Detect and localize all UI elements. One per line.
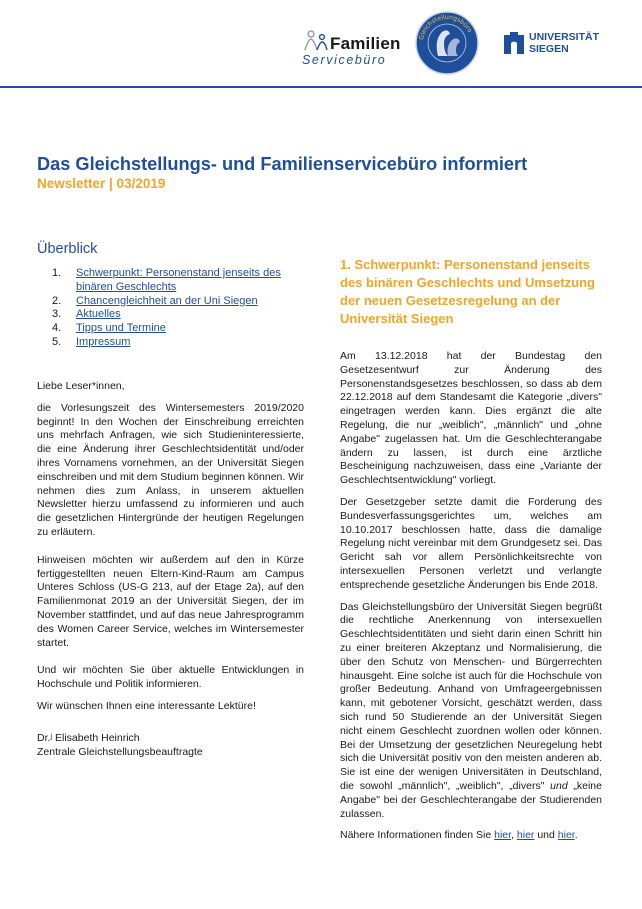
toc-item: 1. Schwerpunkt: Personenstand jenseits des binären Geschlechts — [52, 267, 304, 295]
info-link-1[interactable]: hier — [494, 829, 512, 842]
familien-servicebuero-logo[interactable] — [300, 28, 404, 70]
letter-signature — [37, 732, 304, 760]
university-name: UNIVERSITÄT SIEGEN — [529, 31, 600, 55]
section-paragraph: Am 13.12.2018 hat der Bundestag den Gesetzesentwurf zur Änderung des Personenstandsgesetzes beschlossen, so dass ab dem 22.12.2018 auf dem Standesamt die Kategorie „divers" eingetragen werden kann. Dies ergänzt die alte Regelung, die nur „weiblich", „männlich" und „ohne Angabe" zugelassen hat. Um die Geschlechterangabe ändern zu lassen, ist durch eine ärztliche Bescheinigung nachzuweisen, dass eine „Variante der Geschlechtsentwicklung" vorliegt. — [340, 350, 602, 487]
letter-paragraph: Und wir möchten Sie über aktuelle Entwicklungen in Hochschule und Politik informieren. — [37, 664, 304, 691]
toc-link-schwerpunkt[interactable]: Schwerpunkt: Personenstand jenseits des binären Geschlechts — [76, 267, 281, 293]
section-links-paragraph: Nähere Informationen finden Sie hier, hier und hier. — [340, 829, 578, 842]
editorial-letter — [37, 380, 304, 722]
university-building-icon — [503, 30, 525, 54]
section-heading: 1. Schwerpunkt: Personenstand jenseits des binären Geschlechts und Umsetzung der neuen Gesetzesregelung an der Universität Siegen — [340, 257, 595, 326]
table-of-contents — [52, 267, 304, 350]
signature-role: Zentrale Gleichstellungsbeauftragte — [37, 745, 203, 758]
toc-item: 5. Impressum — [52, 335, 131, 348]
letter-closing: Wir wünschen Ihnen eine interessante Lektüre! — [37, 699, 256, 712]
universitaet-siegen-logo[interactable] — [503, 28, 613, 60]
header-divider — [0, 86, 642, 88]
seal-ring-text: Gleichstellungsbüro — [418, 13, 474, 41]
toc-item: 4. Tipps und Termine — [52, 322, 166, 335]
section-body — [340, 350, 602, 851]
overview-heading: Überblick — [37, 241, 98, 257]
newsletter-issue: Newsletter | 03/2019 — [37, 176, 166, 191]
info-link-2[interactable]: hier — [516, 829, 535, 842]
toc-item: 2. Chancengleichheit an der Uni Siegen — [52, 294, 258, 307]
familien-logo-word: Familien — [330, 34, 401, 53]
gleichstellungsbuero-seal-logo[interactable] — [414, 10, 480, 76]
info-link-3[interactable]: hier — [557, 829, 575, 842]
toc-link-impressum[interactable]: Impressum — [76, 335, 131, 348]
toc-link-tipps-termine[interactable]: Tipps und Termine — [76, 322, 166, 335]
page-header — [0, 0, 642, 86]
toc-link-chancengleichheit[interactable]: Chancengleichheit an der Uni Siegen — [76, 294, 258, 307]
toc-link-aktuelles[interactable]: Aktuelles — [76, 308, 121, 321]
section-paragraph: Das Gleichstellungsbüro der Universität Siegen begrüßt die rechtliche Anerkennung von intersexuellen Geschlechtsidentitäten und sieht darin einen Schritt hin zu einer breiteren Akzeptanz und Normalisierung, die über den Schutz von Menschen- und Bürgerrechten hinausgeht. Eine solche ist auch für die Hochschule von großer Bedeutung. Anhand von Umfrageergebnissen kann, mit gebotener Vorsicht, geschätzt werden, dass sich rund 50 Studierende an der Universität Siegen nicht einem Geschlecht zuordnen wollen oder können. Bei der Umsetzung der gesetzlichen Neuregelung hebt sich die Universität positiv von den meisten anderen ab. Sie ist eine der wenigen Universitäten in Deutschland, die sowohl „männlich", „weiblich", „divers" und „keine Angabe" bei der Geschlechterangabe der Studierenden zulassen. — [340, 600, 602, 820]
section-paragraph: Der Gesetzgeber setzte damit die Forderung des Bundesverfassungsgerichtes um, welches am 10.10.2017 beschlossen hatte, dass die damalige Regelung nicht vereinbar mit dem Grundgesetz sei. Das Gericht sah vor allem Persönlichkeitsrechte von intersexuellen Personen verletzt und verlangte entsprechende gesetzliche Änderungen bis Ende 2018. — [340, 495, 602, 591]
letter-greeting: Liebe Leser*innen, — [37, 380, 125, 392]
letter-paragraph: Hinweisen möchten wir außerdem auf den in Kürze fertiggestellten neuen Eltern-Kind-Raum am Campus Unteres Schloss (US-G 213, auf der Etage 2a), auf den Familienmonat 2019 an der Universität Siegen, der im November stattfindet, und auf das neue Jahresprogramm des Women Career Service, welches im Wintersemester startet. — [37, 553, 304, 649]
page-title: Das Gleichstellungs- und Familienservicebüro informiert — [37, 154, 528, 174]
familien-logo-subline: Servicebüro — [302, 53, 387, 67]
signature-name: Dr.ʲ Elisabeth Heinrich — [37, 732, 140, 744]
family-figures-icon — [302, 30, 332, 52]
toc-item: 3. Aktuelles — [52, 308, 121, 321]
letter-paragraph: die Vorlesungszeit des Wintersemesters 2019/2020 beginnt! In den Wochen der Einschreibung erreichten uns mehrfach Anfragen, wie sich Studieninteressierte, die eine Änderung ihrer Geschlechtsidentität und/oder ihres Vornamens vornehmen, an der Universität Siegen einschreiben und mit dem Studium beginnen können. Wir nehmen dies zum Anlass, in unserem aktuellen Newsletter hierzu umfassend zu informieren und auch die gesetzlichen Hintergründe der heutigen Regelungen zu erläutern. — [37, 401, 304, 538]
